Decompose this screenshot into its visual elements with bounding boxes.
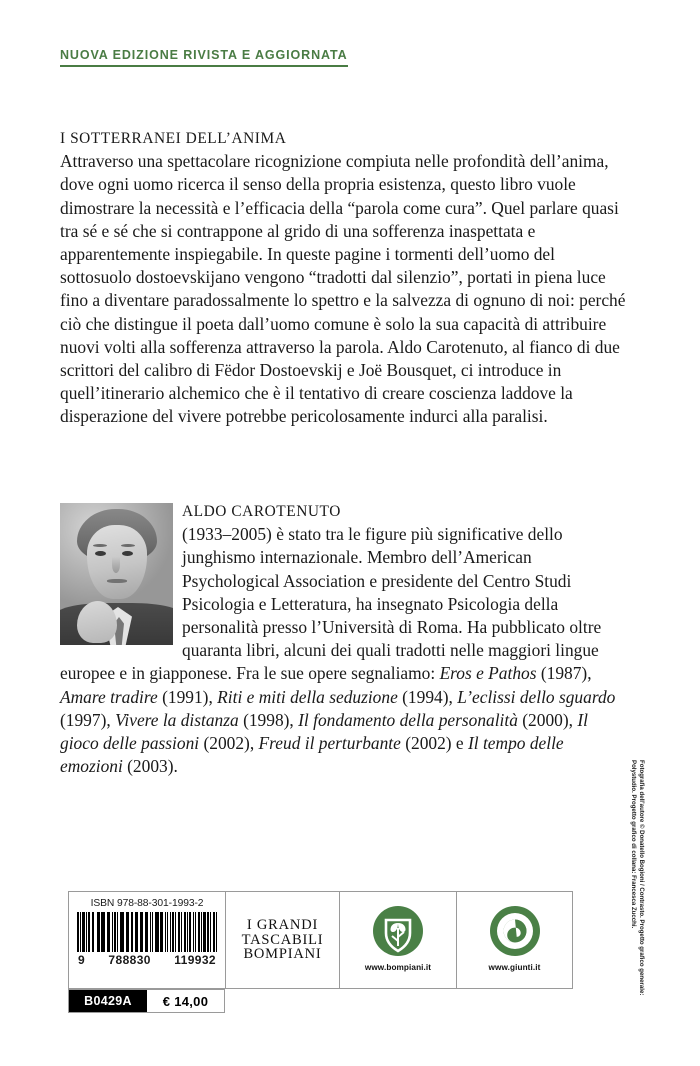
- bompiani-url[interactable]: www.bompiani.it: [364, 963, 432, 972]
- photo-eye-left: [95, 551, 106, 556]
- photo-eye-right: [122, 551, 133, 556]
- giunti-url[interactable]: www.giunti.it: [488, 963, 541, 972]
- imprint-line-2: TASCABILI: [241, 931, 324, 948]
- work-year: (1998),: [238, 709, 299, 730]
- blurb-body: Attraverso una spettacolare ricognizione compiuta nelle profondità dell’anima, dove ogni uomo ricerca il senso della propria esistenza, questo libro vuole dimostrare la necessità e l’efficacia della “parola come cura”. Quel parlare quasi tra sé e sé che si contrappone al grido di una sofferenza inaspettata e apparentemente inspiegabile. In queste pagine i tormenti dell’uomo del sottosuolo dostoevskijano vengono “tradotti dal silenzio”, portati in piena luce fino a diventare paradossalmente lo spettro e la salvezza di ognuno di noi: perché ciò che distingue il poeta dall’uomo comune è solo la sua capacità di attribuire nuovi volti alla sofferenza attraverso la parola. Aldo Carotenuto, al fianco di due scrittori del calibro di Fëdor Dostoevskij e Joë Bousquet, ci introduce in quell’itinerario alchemico che è il tentativo di creare coscienza laddove la disperazione del vivere potrebbe pericolosamente indurci alla paralisi.: [60, 151, 626, 427]
- giunti-logo: [490, 906, 540, 956]
- photo-nose: [112, 557, 120, 573]
- imprint-line-1: I GRANDI: [246, 917, 319, 934]
- price-row: [68, 989, 225, 1013]
- footer-panel: [68, 891, 573, 1009]
- work-year: (1994),: [397, 686, 458, 707]
- giunti-logo-wrap: [457, 906, 572, 972]
- author-name: ALDO CAROTENUTO: [182, 503, 341, 520]
- work-title: Freud il perturbante: [258, 733, 401, 754]
- bompiani-cell: [340, 892, 457, 988]
- photo-and-design-credits: Fotografia dell’autore © Donatello Bogioni / Contrasto. Progetto grafico generale: Polystudio. Progetto grafico di collana: Francesca Zucchi.: [629, 760, 645, 996]
- blurb-title: I SOTTERRANEI DELL’ANIMA: [60, 130, 287, 147]
- work-title: Amare tradire: [60, 686, 158, 707]
- photo-mouth: [107, 579, 127, 583]
- edition-banner: NUOVA EDIZIONE RIVISTA E AGGIORNATA: [60, 48, 348, 67]
- photo-brow-right: [121, 544, 135, 547]
- work-year: (2002),: [199, 733, 259, 754]
- blurb-block: [60, 127, 626, 429]
- work-title: Il tempo delle emozioni: [60, 733, 564, 777]
- imprint-line-3: BOMPIANI: [243, 946, 322, 963]
- barcode-digit-group-2: 119932: [174, 953, 216, 967]
- work-title: Vivere la distanza: [115, 709, 239, 730]
- imprint-wordmark: [242, 918, 324, 962]
- work-year: (1997),: [60, 709, 116, 730]
- giunti-cell: [457, 892, 572, 988]
- barcode-digits: [69, 953, 225, 967]
- author-bio-block: [60, 499, 626, 778]
- work-year: (1991),: [157, 686, 218, 707]
- barcode-bars: [77, 912, 217, 952]
- author-photo: [60, 503, 173, 645]
- work-year: (2002) e: [400, 733, 468, 754]
- work-year: (1987),: [536, 663, 592, 684]
- barcode-cell: [69, 892, 226, 1009]
- work-year: (2003).: [122, 756, 178, 777]
- work-title: Il gioco delle passioni: [60, 709, 588, 754]
- product-code: B0429A: [69, 990, 147, 1012]
- photo-hand: [77, 601, 117, 643]
- work-title: L’eclissi dello sguardo: [457, 686, 616, 707]
- work-title: Il fondamento della personalità: [298, 709, 518, 730]
- barcode-digit-prefix: 9: [78, 953, 86, 967]
- author-bio-text: (1933–2005) è stato tra le figure più significative dello junghismo internazionale. Membro dell’American Psychological Association e presidente del Centro Studi Psicologia e Letteratura, ha insegnato Psicologia della personalità presso l’Università di Roma. Ha pubblicato oltre quaranta libri, alcuni dei quali tradotti nelle maggiori lingue europee e in giapponese. Fra le sue opere segnaliamo:: [60, 524, 602, 684]
- isbn-label: ISBN 978-88-301-1993-2: [90, 898, 204, 909]
- bompiani-logo: [373, 906, 423, 956]
- imprint-cell: [226, 892, 340, 988]
- barcode-digit-group-1: 788830: [108, 953, 151, 967]
- price-value: € 14,00: [147, 990, 224, 1012]
- work-title: Eros e Pathos: [439, 663, 537, 684]
- work-year: (2000),: [517, 709, 578, 730]
- work-title: Riti e miti della seduzione: [217, 686, 398, 707]
- bompiani-logo-wrap: [340, 906, 456, 972]
- photo-brow-left: [93, 544, 107, 547]
